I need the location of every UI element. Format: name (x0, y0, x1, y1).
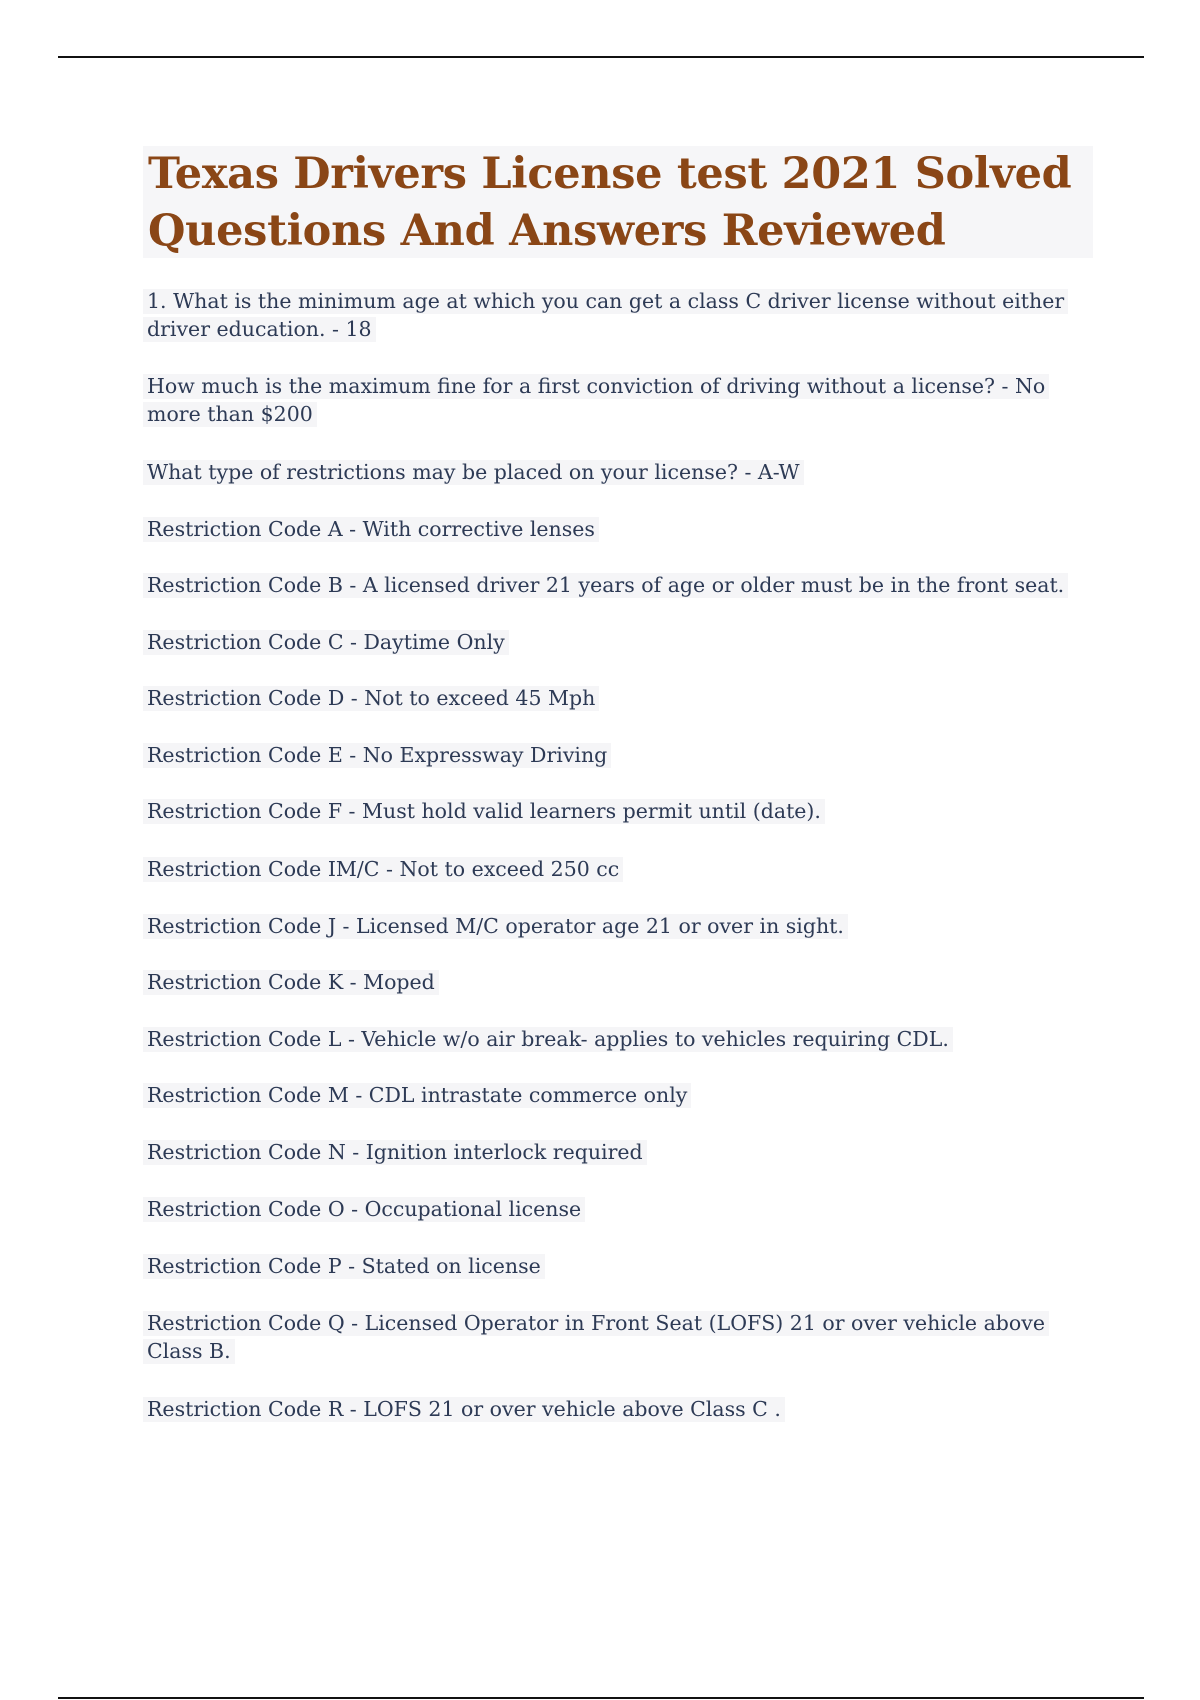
restriction-code-j: Restriction Code J - Licensed M/C operator age 21 or over in sight. (143, 912, 1073, 940)
restriction-code-o: Restriction Code O - Occupational license (143, 1195, 1073, 1223)
top-rule (58, 56, 1144, 58)
restriction-code-m: Restriction Code M - CDL intrastate commerce only (143, 1081, 1073, 1109)
restriction-code-e: Restriction Code E - No Expressway Driving (143, 741, 1073, 769)
restriction-code-r: Restriction Code R - LOFS 21 or over vehicle above Class C . (143, 1395, 1073, 1423)
restriction-code-q: Restriction Code Q - Licensed Operator in Front Seat (LOFS) 21 or over vehicle above Class B. (143, 1309, 1073, 1365)
paragraph-q2: How much is the maximum fine for a first conviction of driving without a license? - No more than $200 (143, 372, 1073, 428)
restriction-code-n: Restriction Code N - Ignition interlock required (143, 1138, 1073, 1166)
restriction-code-c: Restriction Code C - Daytime Only (143, 628, 1073, 656)
paragraph-q3: What type of restrictions may be placed on your license? - A-W (143, 458, 1073, 486)
paragraph-q1: 1. What is the minimum age at which you can get a class C driver license without either driver education. - 18 (143, 287, 1073, 343)
restriction-code-imc: Restriction Code IM/C - Not to exceed 250 cc (143, 855, 1073, 883)
restriction-code-d: Restriction Code D - Not to exceed 45 Mph (143, 684, 1073, 712)
bottom-rule (58, 1697, 1144, 1699)
restriction-code-f: Restriction Code F - Must hold valid learners permit until (date). (143, 797, 1073, 825)
restriction-code-b: Restriction Code B - A licensed driver 21 years of age or older must be in the front seat. (143, 571, 1073, 599)
restriction-code-k: Restriction Code K - Moped (143, 968, 1073, 996)
restriction-code-l: Restriction Code L - Vehicle w/o air break- applies to vehicles requiring CDL. (143, 1025, 1073, 1053)
title-box (143, 146, 1093, 258)
restriction-code-a: Restriction Code A - With corrective lenses (143, 515, 1073, 543)
restriction-code-p: Restriction Code P - Stated on license (143, 1252, 1073, 1280)
document-title: Texas Drivers License test 2021 Solved Questions And Answers Reviewed (148, 149, 1072, 256)
